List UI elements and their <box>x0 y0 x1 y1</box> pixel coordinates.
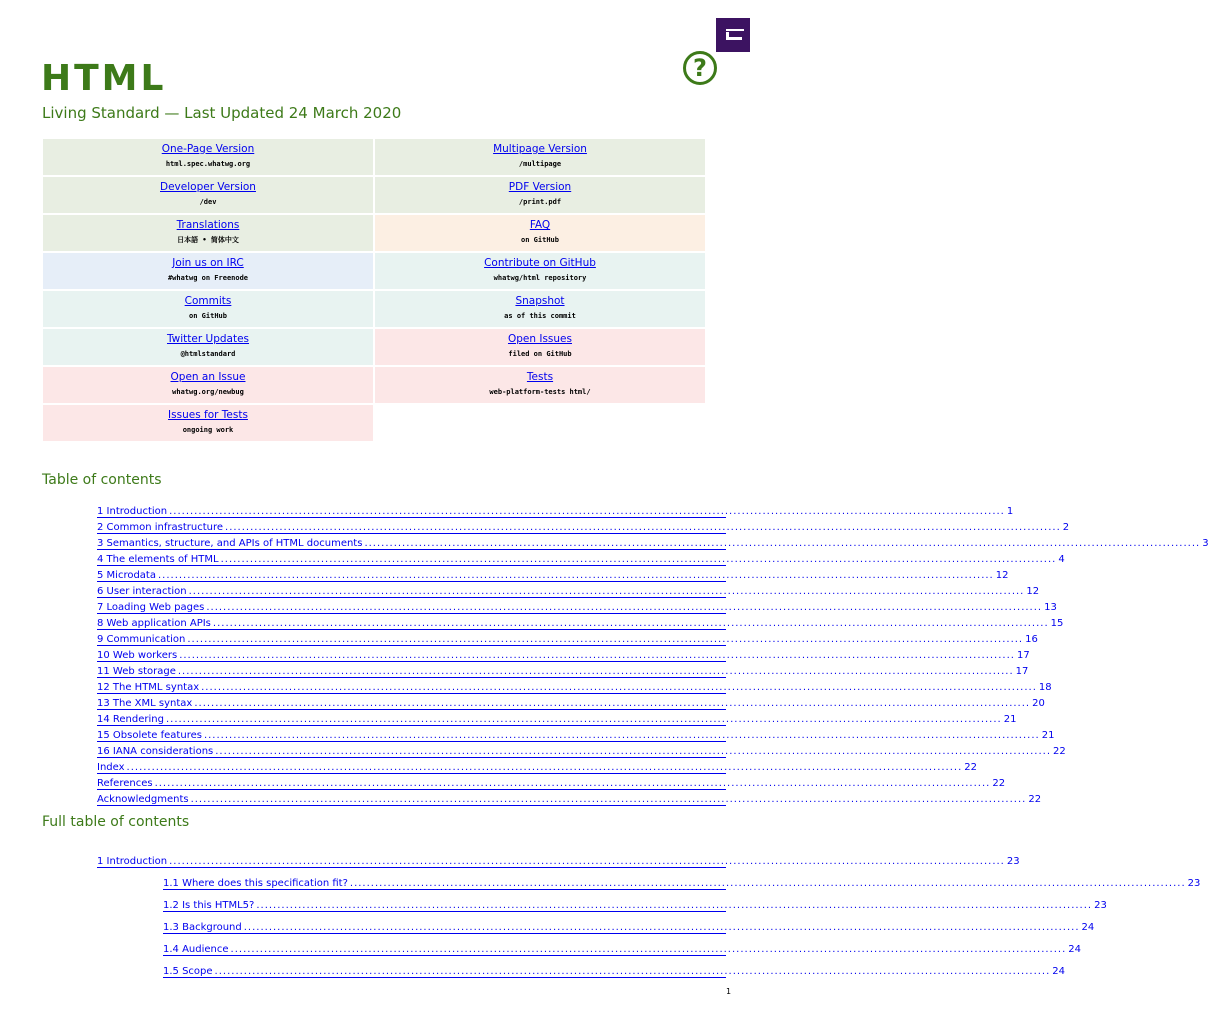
toc-entry-page: 3 <box>1202 538 1209 549</box>
toc-entry[interactable] <box>97 662 1029 678</box>
link-description: on GitHub <box>189 312 227 320</box>
toc-entry[interactable] <box>97 550 1065 566</box>
link[interactable]: Contribute on GitHub <box>484 257 596 269</box>
page-number: 1 <box>726 987 732 996</box>
toc-entry-page: 23 <box>1187 878 1201 889</box>
toc-entry-label: 7 Loading Web pages <box>97 602 205 613</box>
toc-entry[interactable] <box>97 726 1055 742</box>
page-subtitle: Living Standard — Last Updated 24 March 2020 <box>42 104 402 122</box>
link-description: #whatwg on Freenode <box>167 274 249 282</box>
link-description: /multipage <box>518 160 562 168</box>
toc-entry[interactable] <box>97 534 1209 550</box>
toc-entry-label: References <box>97 778 153 789</box>
link-description: whatwg.org/newbug <box>172 388 244 396</box>
link-cell <box>42 138 374 176</box>
toc-entry-page: 24 <box>1052 966 1066 977</box>
toc-entry[interactable] <box>163 890 1107 912</box>
toc-entry[interactable] <box>163 868 1201 890</box>
toc-entry-page: 18 <box>1038 682 1052 693</box>
link[interactable]: Translations <box>176 219 240 231</box>
link-cell <box>374 252 706 290</box>
link-cell <box>42 290 374 328</box>
link-cell <box>374 176 706 214</box>
toc-entry-page: 2 <box>1062 522 1070 533</box>
toc-entry-label: 1.3 Background <box>163 922 242 933</box>
link-description: 日本語 • 简体中文 <box>177 236 239 244</box>
dot-leader: ........................................................................................................................................................................................................ <box>203 730 1040 741</box>
toc-entry[interactable] <box>163 956 1066 978</box>
toc-entry-page: 20 <box>1032 698 1045 709</box>
link-description: on GitHub <box>521 236 559 244</box>
toc-entry-label: 1.1 Where does this specification fit? <box>163 878 348 889</box>
toc-entry-label: 9 Communication <box>97 634 186 645</box>
help-icon[interactable]: ? <box>683 51 717 85</box>
toc-entry-label: 4 The elements of HTML <box>97 554 219 565</box>
link-description: @htmlstandard <box>180 350 236 358</box>
toc-entry[interactable] <box>97 694 1045 710</box>
toc-entry[interactable] <box>97 742 1066 758</box>
toc-entry-label: 12 The HTML syntax <box>97 682 200 693</box>
dot-leader: ........................................................................................................................................................................................................ <box>256 900 1093 911</box>
toc-entry-page: 24 <box>1068 944 1082 955</box>
dot-leader: ........................................................................................................................................................................................................ <box>177 666 1014 677</box>
toc-entry[interactable] <box>97 846 1020 868</box>
toc-entry-page: 1 <box>1006 506 1014 517</box>
toc-entry-label: 8 Web application APIs <box>97 618 211 629</box>
whatwg-logo[interactable] <box>716 18 750 52</box>
link[interactable]: Snapshot <box>515 295 565 307</box>
dot-leader: ........................................................................................................................................................................................................ <box>225 522 1061 533</box>
toc-entry[interactable] <box>97 646 1030 662</box>
link[interactable]: Tests <box>526 371 554 383</box>
link-cell <box>374 366 706 404</box>
toc-entry-page: 24 <box>1081 922 1095 933</box>
link-cell <box>374 290 706 328</box>
toc-entry-page: 17 <box>1016 650 1030 661</box>
link[interactable]: FAQ <box>529 219 551 231</box>
links-grid <box>42 138 706 442</box>
toc-entry-label: 11 Web storage <box>97 666 176 677</box>
link-description: /print.pdf <box>518 198 562 206</box>
page-title: HTML <box>41 58 167 99</box>
logo-mark <box>726 29 744 31</box>
dot-leader: ........................................................................................................................................................................................................ <box>206 602 1043 613</box>
toc-entry-label: 16 IANA considerations <box>97 746 214 757</box>
toc-entry-label: 6 User interaction <box>97 586 187 597</box>
link-cell <box>42 176 374 214</box>
toc-heading: Table of contents <box>42 472 162 488</box>
toc-entry-label: 10 Web workers <box>97 650 178 661</box>
link[interactable]: Multipage Version <box>493 143 587 155</box>
toc-entry-page: 12 <box>1026 586 1040 597</box>
dot-leader: ........................................................................................................................................................................................................ <box>157 570 994 581</box>
toc-entry-page: 22 <box>964 762 978 773</box>
dot-leader: ........................................................................................................................................................................................................ <box>214 966 1051 977</box>
dot-leader: ........................................................................................................................................................................................................ <box>165 714 1002 725</box>
toc-entry[interactable] <box>97 566 1009 582</box>
dot-leader: ........................................................................................................................................................................................................ <box>169 506 1005 517</box>
toc-entry-page: 22 <box>1028 794 1042 805</box>
link-cell <box>374 214 706 252</box>
toc-entry-page: 23 <box>1006 856 1020 867</box>
toc-entry-label: 13 The XML syntax <box>97 698 193 709</box>
link-description: web-platform-tests html/ <box>489 388 591 396</box>
toc-entry-page: 13 <box>1044 602 1057 613</box>
link-cell <box>42 328 374 366</box>
link-description: /dev <box>199 198 217 206</box>
link-cell <box>42 366 374 404</box>
dot-leader: ........................................................................................................................................................................................................ <box>154 778 991 789</box>
link[interactable]: Twitter Updates <box>166 333 250 345</box>
toc-entry[interactable] <box>97 518 1070 534</box>
toc-entry-label: 1.2 Is this HTML5? <box>163 900 255 911</box>
dot-leader: ........................................................................................................................................................................................................ <box>188 586 1025 597</box>
dot-leader: ........................................................................................................................................................................................................ <box>230 944 1067 955</box>
dot-leader: ........................................................................................................................................................................................................ <box>187 634 1024 645</box>
link-description: html.spec.whatwg.org <box>165 160 251 168</box>
toc-entry[interactable] <box>97 630 1038 646</box>
dot-leader: ........................................................................................................................................................................................................ <box>194 698 1031 709</box>
toc-entry-label: 1.5 Scope <box>163 966 213 977</box>
toc-entry[interactable] <box>97 598 1057 614</box>
link-cell <box>42 214 374 252</box>
toc-entry-page: 21 <box>1003 714 1017 725</box>
toc-entry-label: 1.4 Audience <box>163 944 229 955</box>
toc-entry[interactable] <box>97 758 978 774</box>
dot-leader: ........................................................................................................................................................................................................ <box>201 682 1037 693</box>
toc-entry[interactable] <box>97 678 1052 694</box>
link-description: filed on GitHub <box>508 350 572 358</box>
dot-leader: ........................................................................................................................................................................................................ <box>190 794 1027 805</box>
toc-entry[interactable] <box>163 934 1082 956</box>
toc-entry-label: Acknowledgments <box>97 794 189 805</box>
toc-entry[interactable] <box>97 614 1064 630</box>
dot-leader: ........................................................................................................................................................................................................ <box>364 538 1201 549</box>
link[interactable]: Developer Version <box>160 181 256 193</box>
table-of-contents <box>97 502 1209 806</box>
link[interactable]: Issues for Tests <box>168 409 248 421</box>
toc-entry[interactable] <box>97 774 1006 790</box>
link[interactable]: Commits <box>184 295 232 307</box>
toc-entry-page: 15 <box>1050 618 1064 629</box>
link[interactable]: One-Page Version <box>161 143 255 155</box>
link-description: as of this commit <box>504 312 576 320</box>
toc-entry-page: 17 <box>1015 666 1029 677</box>
link[interactable]: PDF Version <box>508 181 572 193</box>
toc-entry-label: Index <box>97 762 125 773</box>
link-cell <box>374 328 706 366</box>
toc-entry[interactable] <box>163 912 1095 934</box>
toc-entry-page: 4 <box>1058 554 1065 565</box>
link-description: ongoing work <box>182 426 234 434</box>
toc-entry-label: 5 Microdata <box>97 570 156 581</box>
full-toc-heading: Full table of contents <box>42 814 190 830</box>
link-cell <box>42 404 374 442</box>
dot-leader: ........................................................................................................................................................................................................ <box>212 618 1049 629</box>
toc-entry[interactable] <box>97 790 1042 806</box>
toc-entry-label: 2 Common infrastructure <box>97 522 224 533</box>
toc-entry-page: 21 <box>1041 730 1055 741</box>
toc-entry-label: 15 Obsolete features <box>97 730 202 741</box>
full-table-of-contents <box>97 846 1201 978</box>
link[interactable]: Open Issues <box>507 333 572 345</box>
dot-leader: ........................................................................................................................................................................................................ <box>179 650 1015 661</box>
toc-entry-label: 14 Rendering <box>97 714 164 725</box>
toc-entry-label: 3 Semantics, structure, and APIs of HTML documents <box>97 538 363 549</box>
toc-entry-label: 1 Introduction <box>97 856 168 867</box>
dot-leader: ........................................................................................................................................................................................................ <box>215 746 1051 757</box>
dot-leader: ........................................................................................................................................................................................................ <box>169 856 1005 867</box>
dot-leader: ........................................................................................................................................................................................................ <box>220 554 1057 565</box>
toc-entry-label: 1 Introduction <box>97 506 168 517</box>
dot-leader: ........................................................................................................................................................................................................ <box>349 878 1186 889</box>
toc-entry-page: 12 <box>995 570 1009 581</box>
toc-entry-page: 16 <box>1025 634 1038 645</box>
link[interactable]: Open an Issue <box>170 371 246 383</box>
toc-entry[interactable] <box>97 710 1017 726</box>
link-cell <box>374 138 706 176</box>
toc-entry-page: 22 <box>992 778 1006 789</box>
toc-entry-page: 23 <box>1094 900 1107 911</box>
dot-leader: ........................................................................................................................................................................................................ <box>126 762 963 773</box>
dot-leader: ........................................................................................................................................................................................................ <box>243 922 1080 933</box>
link-cell <box>42 252 374 290</box>
toc-entry[interactable] <box>97 582 1040 598</box>
link-description: whatwg/html repository <box>493 274 587 282</box>
toc-entry[interactable] <box>97 502 1014 518</box>
link[interactable]: Join us on IRC <box>172 257 244 269</box>
toc-entry-page: 22 <box>1053 746 1066 757</box>
